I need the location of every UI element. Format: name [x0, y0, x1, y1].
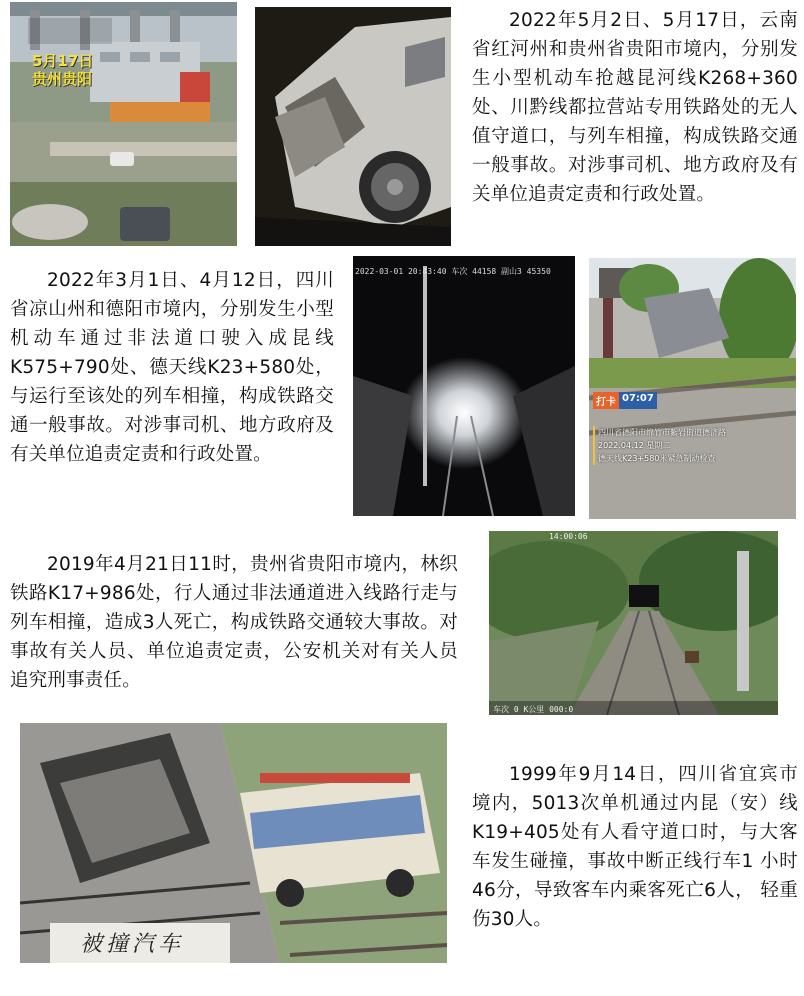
dashcam-timestamp: 2022-03-01 20:43:40 车次 44158 副山3 45350 [355, 267, 551, 276]
paragraph-2022-march-april-accidents: 2022年3月1日、4月12日，四川省凉山州和德阳市境内，分别发生小型机动车通过非法道口驶入成昆线K575+790处、德天线K23+580处，与运行至该处的列车相撞，构成铁路交通一般事故。对涉事司机、地方政府及有关单位追责定责和行政处置。 [10, 270, 334, 465]
cctv-top-stamp: 14:00:06 [549, 532, 588, 541]
photo-damaged-car-night [255, 7, 451, 246]
photo-deyang-crash-site [589, 258, 796, 519]
photo-guiyang-scene [10, 2, 237, 246]
paragraph-2022-may-accidents: 2022年5月2日、5月17日，云南省红河州和贵州省贵阳市境内，分别发生小型机动车抢越昆河线K268+360处、川黔线都拉营站专用铁路处的无人值守道口，与列车相撞，构成铁路交通一般事故。对涉事司机、地方政府及有关单位追责定责和行政处置。 [472, 10, 798, 205]
photo-1999-bus-crash [20, 723, 447, 963]
photo-caption-date: 5月17日 [32, 52, 94, 70]
handwritten-caption: 被撞汽车 [80, 932, 185, 957]
punch-badge [593, 392, 657, 409]
cctv-bottom-stamp: 车次 0 K公里 000:0 [493, 705, 574, 714]
photo-track-tunnel-cctv [489, 531, 778, 715]
punch-badge-label: 打卡 [593, 392, 619, 409]
punch-badge-time: 07:07 [619, 392, 657, 409]
paragraph-1999-bus-accident: 1999年9月14日，四川省宜宾市境内，5013次单机通过内昆（安）线K19+405处有人看守道口时，与大客车发生碰撞，事故中断正线行车1 小时46分，导致客车内乘客死亡6人， 轻重伤30人。 [472, 764, 798, 930]
overlay-date: 2022.04.12 星期二 [598, 441, 671, 450]
overlay-note: 德天线K23+580米紧急制动检查 [598, 454, 716, 463]
paragraph-2019-pedestrian-accident: 2019年4月21日11时，贵州省贵阳市境内，林织铁路K17+986处，行人通过非法通道进入线路行走与列车相撞，造成3人死亡，构成铁路交通较大事故。对事故有关人员、单位追责定责，公安机关对有关人员追究刑事责任。 [10, 554, 458, 691]
photo-caption-place: 贵州贵阳 [32, 70, 93, 88]
overlay-location: 四川省德阳市绵竹市紫岩街道德济路 [598, 428, 726, 437]
photo-night-dashcam [353, 256, 575, 516]
